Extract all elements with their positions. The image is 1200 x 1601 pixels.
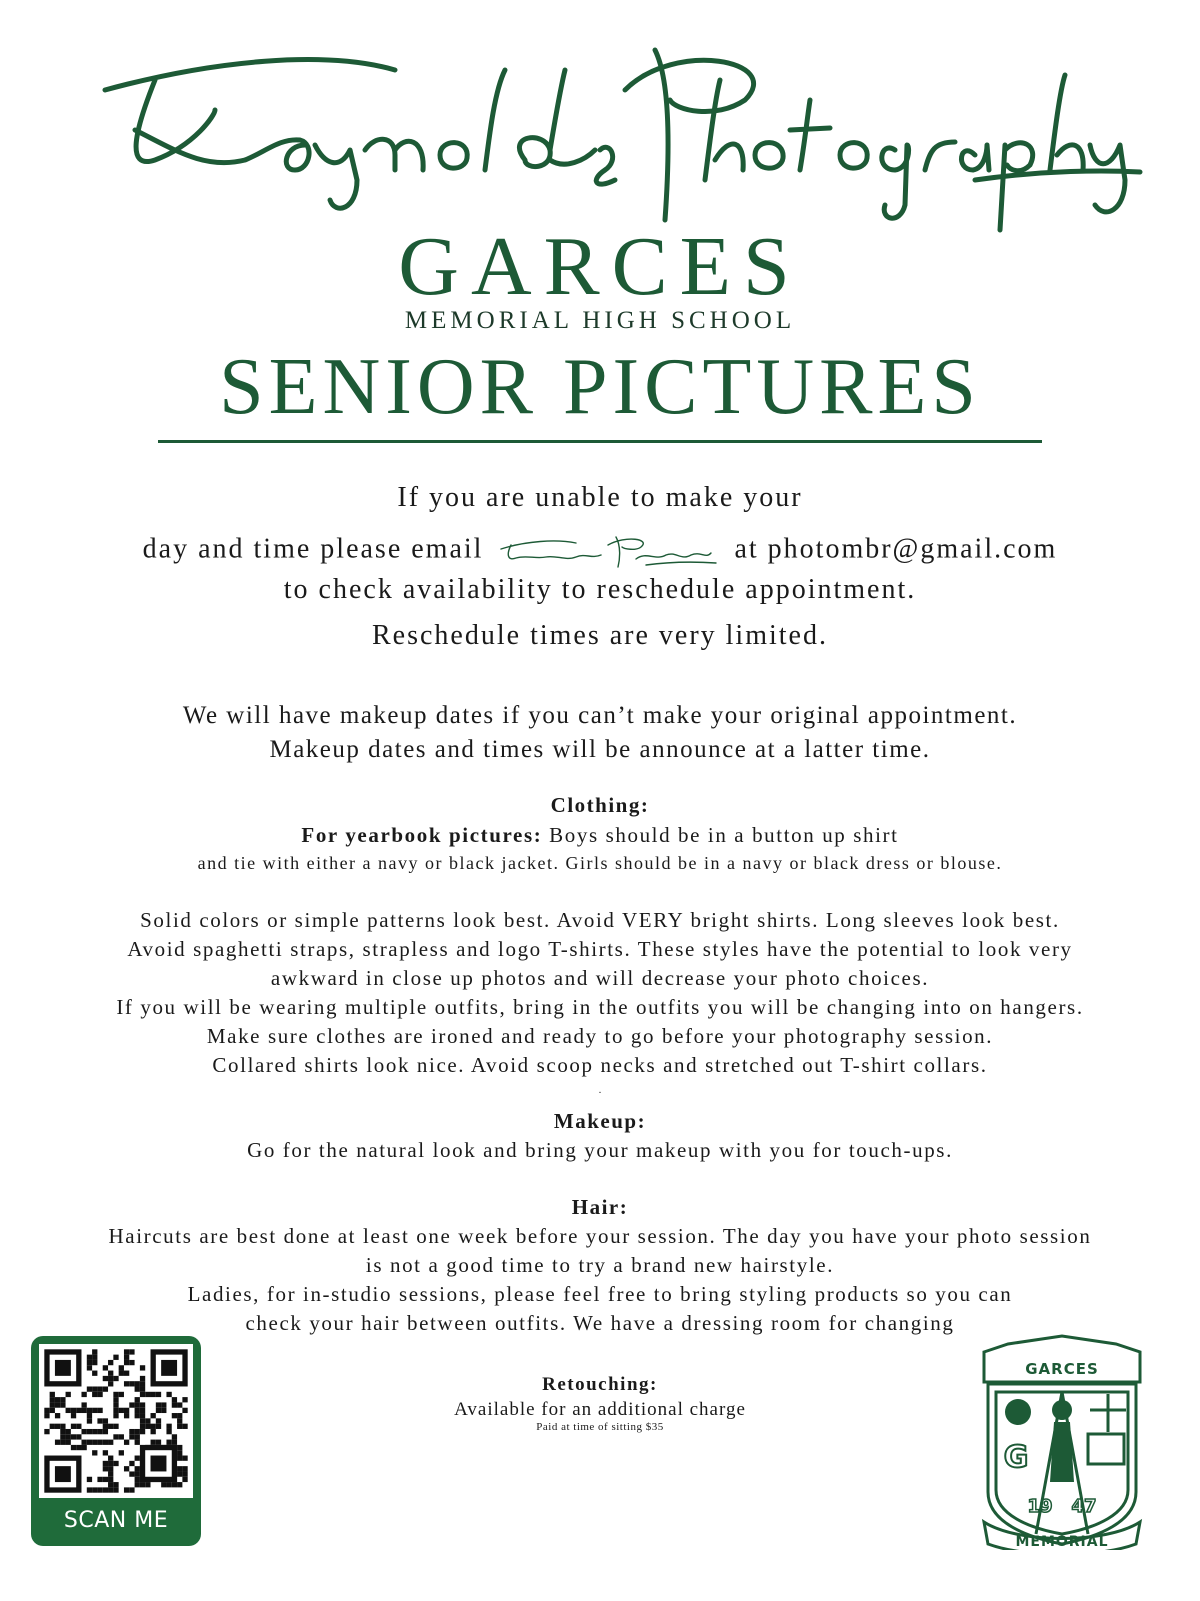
reschedule-text-after: at photombr@gmail.com — [734, 533, 1058, 565]
hair-line: Ladies, for in-studio sessions, please feel free to bring styling products so you can — [187, 1282, 1013, 1306]
title-underline — [158, 440, 1042, 443]
yearbook-text: Boys should be in a button up shirt — [542, 823, 899, 847]
garces-memorial-crest — [978, 1322, 1146, 1550]
crest-year-left: 19 — [1027, 1496, 1053, 1517]
hair-line: check your hair between outfits. We have a dressing room for changing — [245, 1311, 955, 1335]
clothing-tip: If you will be wearing multiple outfits, bring in the outfits you will be changing into on hangers. — [116, 995, 1084, 1019]
reschedule-line-2 — [0, 531, 1200, 571]
clothing-tip: Solid colors or simple patterns look best. Avoid VERY bright shirts. Long sleeves look best. — [140, 908, 1060, 932]
qr-code-frame — [39, 1344, 193, 1498]
hair-line: is not a good time to try a brand new hairstyle. — [365, 1253, 835, 1277]
clothing-line-1 — [0, 825, 1200, 846]
page-title: SENIOR PICTURES — [219, 343, 981, 431]
clothing-line-2: and tie with either a navy or black jacket. Girls should be in a navy or black dress or blouse. — [197, 853, 1003, 873]
crest-bottom-text: MEMORIAL — [1015, 1534, 1109, 1550]
reschedule-line-1: If you are unable to make your — [397, 482, 803, 513]
retouching-heading: Retouching: — [542, 1374, 658, 1395]
makeup-text: Go for the natural look and bring your makeup with you for touch-ups. — [247, 1138, 953, 1162]
inline-signature-logo — [496, 531, 721, 571]
separator-dot: . — [598, 1085, 602, 1096]
makeup-dates-line-2: Makeup dates and times will be announce at a latter time. — [269, 736, 931, 763]
retouching-line-1: Available for an additional charge — [454, 1399, 746, 1420]
clothing-tip: awkward in close up photos and will decrease your photo choices. — [270, 966, 930, 990]
crest-top-text: GARCES — [1025, 1360, 1099, 1378]
yearbook-label: For yearbook pictures: — [301, 823, 543, 847]
reschedule-line-3: to check availability to reschedule appointment. — [283, 574, 917, 605]
crest-letter: G — [1003, 1440, 1029, 1475]
retouching-line-2: Paid at time of sitting $35 — [536, 1421, 664, 1433]
clothing-tip: Collared shirts look nice. Avoid scoop necks and stretched out T-shirt collars. — [212, 1053, 988, 1077]
reschedule-text-before: day and time please email — [142, 533, 484, 565]
qr-code-card[interactable] — [31, 1336, 201, 1546]
crest-year-right: 47 — [1071, 1496, 1097, 1517]
hair-line: Haircuts are best done at least one week before your session. The day you have your photo session — [108, 1224, 1092, 1248]
makeup-heading: Makeup: — [553, 1109, 647, 1133]
clothing-tip: Make sure clothes are ironed and ready to go before your photography session. — [206, 1024, 994, 1048]
qr-code[interactable] — [39, 1344, 193, 1498]
hair-heading: Hair: — [571, 1195, 629, 1219]
makeup-dates-line-1: We will have makeup dates if you can’t make your original appointment. — [182, 702, 1018, 729]
school-name: GARCES — [398, 220, 802, 313]
clothing-tip: Avoid spaghetti straps, strapless and logo T-shirts. These styles have the potential to look very — [127, 937, 1073, 961]
clothing-heading: Clothing: — [550, 793, 650, 817]
reynolds-photography-logo — [95, 20, 1145, 235]
reschedule-line-4: Reschedule times are very limited. — [372, 620, 828, 651]
scan-me-label: SCAN ME — [63, 1508, 169, 1533]
school-subtitle: MEMORIAL HIGH SCHOOL — [404, 307, 796, 334]
